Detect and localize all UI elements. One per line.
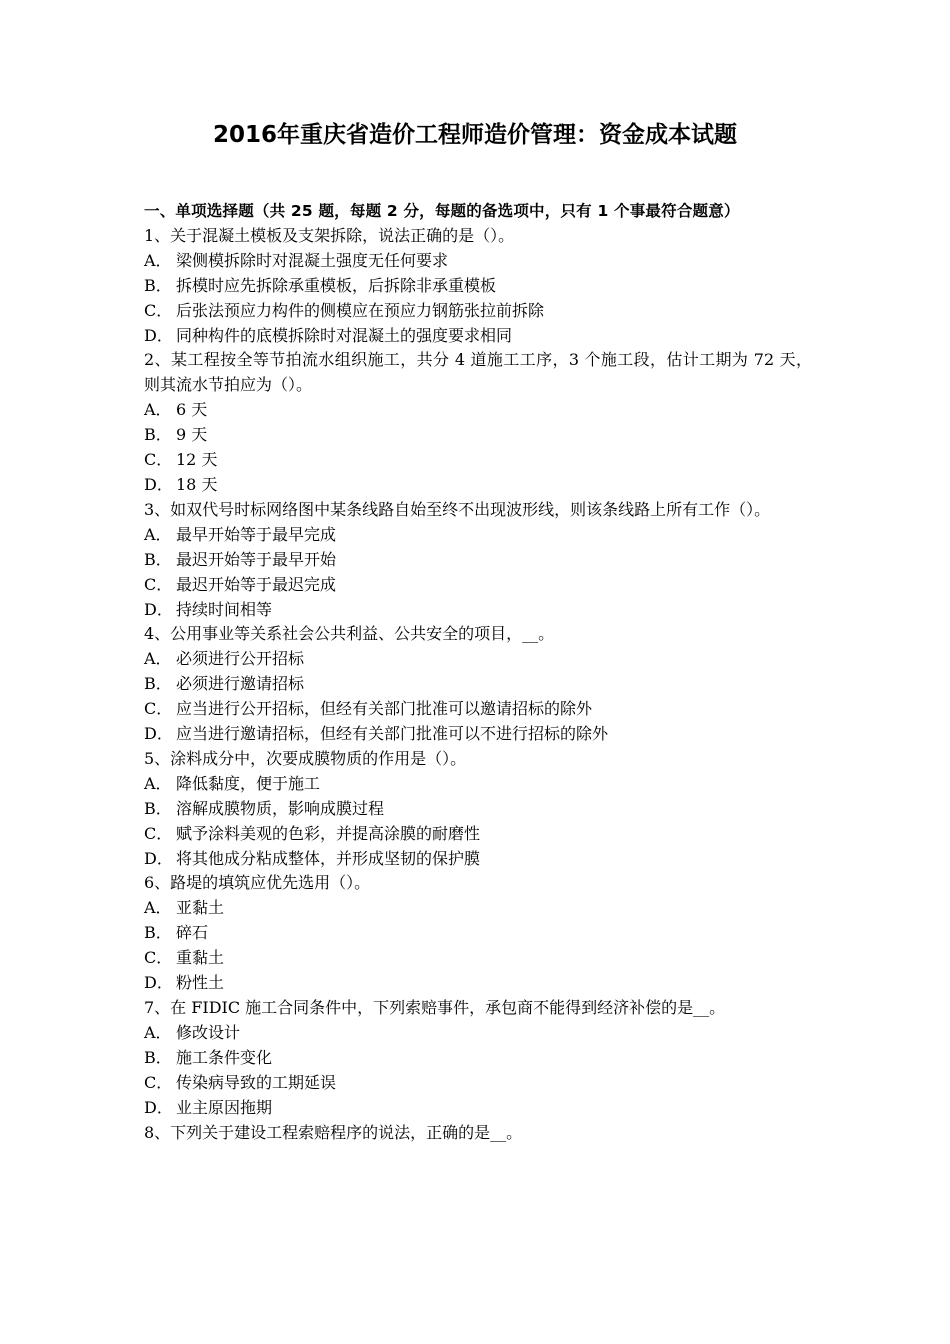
question-text: 1、关于混凝土模板及支架拆除，说法正确的是（）。 <box>144 225 515 245</box>
option-item <box>144 573 812 598</box>
option-item <box>144 946 812 971</box>
option-item <box>144 448 812 473</box>
document-body <box>144 199 812 1145</box>
option-letter: D． <box>144 325 173 345</box>
question-text: 2、某工程按全等节拍流水组织施工，共分 4 道施工工序，3 个施工段，估计工期为 72 天，则其流水节拍应为（）。 <box>144 350 812 395</box>
option-letter: A． <box>144 898 172 918</box>
option-text: 将其他成分粘成整体，并形成坚韧的保护膜 <box>176 848 481 868</box>
option-letter: A． <box>144 773 172 793</box>
option-item <box>144 672 812 697</box>
option-item <box>144 722 812 747</box>
option-text: 粉性土 <box>176 973 225 993</box>
option-item <box>144 896 812 921</box>
option-text: 最迟开始等于最迟完成 <box>176 574 337 594</box>
option-letter: D． <box>144 724 173 744</box>
option-item <box>144 398 812 423</box>
option-letter: D． <box>144 848 173 868</box>
option-letter: C． <box>144 699 173 719</box>
option-text: 拆模时应先拆除承重模板，后拆除非承重模板 <box>176 275 497 295</box>
question-text: 7、在 FIDIC 施工合同条件中，下列索赔事件，承包商不能得到经济补偿的是__。 <box>144 998 726 1017</box>
option-item <box>144 473 812 498</box>
option-item <box>144 548 812 573</box>
option-item <box>144 299 812 324</box>
question-block <box>144 622 812 747</box>
question-block <box>144 747 812 872</box>
option-list <box>144 249 812 349</box>
option-text: 必须进行公开招标 <box>176 649 305 669</box>
option-list <box>144 647 812 747</box>
option-letter: A． <box>144 649 172 669</box>
option-letter: C． <box>144 450 173 470</box>
question-text: 6、路堤的填筑应优先选用（）。 <box>144 873 371 893</box>
option-text: 修改设计 <box>176 1022 241 1042</box>
option-text: 重黏土 <box>176 948 225 968</box>
option-list <box>144 398 812 498</box>
option-letter: C． <box>144 823 173 843</box>
option-letter: D． <box>144 1097 173 1117</box>
option-letter: A． <box>144 400 172 420</box>
option-letter: C． <box>144 300 173 320</box>
document-title: 2016年重庆省造价工程师造价管理：资金成本试题 <box>212 122 737 148</box>
option-item <box>144 697 812 722</box>
option-text: 碎石 <box>176 923 209 943</box>
option-item <box>144 921 812 946</box>
option-text: 同种构件的底模拆除时对混凝土的强度要求相同 <box>176 325 513 345</box>
option-text: 6 天 <box>176 400 208 420</box>
option-text: 赋予涂料美观的色彩，并提高涂膜的耐磨性 <box>176 823 481 843</box>
question-block <box>144 498 812 623</box>
option-letter: C． <box>144 948 173 968</box>
option-item <box>144 423 812 448</box>
option-letter: A． <box>144 1022 172 1042</box>
option-letter: D． <box>144 973 173 993</box>
option-letter: A． <box>144 250 172 270</box>
option-letter: D． <box>144 599 173 619</box>
option-letter: B． <box>144 674 172 694</box>
option-text: 9 天 <box>176 425 208 445</box>
option-item <box>144 847 812 872</box>
option-text: 持续时间相等 <box>176 599 273 619</box>
option-letter: D． <box>144 474 173 494</box>
option-item <box>144 324 812 349</box>
option-item <box>144 274 812 299</box>
option-text: 降低黏度，便于施工 <box>176 773 321 793</box>
question-block <box>144 1121 812 1146</box>
option-text: 业主原因拖期 <box>176 1097 273 1117</box>
option-item <box>144 647 812 672</box>
option-item <box>144 772 812 797</box>
option-letter: B． <box>144 1047 172 1067</box>
option-letter: B． <box>144 549 172 569</box>
option-item <box>144 971 812 996</box>
option-letter: B． <box>144 425 172 445</box>
option-letter: A． <box>144 524 172 544</box>
option-text: 梁侧模拆除时对混凝土强度无任何要求 <box>176 250 449 270</box>
question-text: 4、公用事业等关系社会公共利益、公共安全的项目，__。 <box>144 624 555 644</box>
option-text: 12 天 <box>176 450 218 470</box>
question-text: 5、涂料成分中，次要成膜物质的作用是（）。 <box>144 748 467 768</box>
option-item <box>144 1046 812 1071</box>
option-letter: B． <box>144 923 172 943</box>
option-letter: C． <box>144 1072 173 1092</box>
option-list <box>144 772 812 872</box>
option-item <box>144 1071 812 1096</box>
option-item <box>144 598 812 623</box>
question-block <box>144 224 812 349</box>
option-text: 必须进行邀请招标 <box>176 674 305 694</box>
option-text: 溶解成膜物质，影响成膜过程 <box>176 798 385 818</box>
option-list <box>144 523 812 623</box>
option-text: 18 天 <box>176 474 218 494</box>
option-list <box>144 1021 812 1121</box>
question-text: 8、下列关于建设工程索赔程序的说法，正确的是__。 <box>144 1122 523 1142</box>
question-text: 3、如双代号时标网络图中某条线路自始至终不出现波形线，则该条线路上所有工作（）。 <box>144 499 771 519</box>
option-text: 最迟开始等于最早开始 <box>176 549 337 569</box>
option-letter: B． <box>144 275 172 295</box>
option-item <box>144 249 812 274</box>
option-text: 传染病导致的工期延误 <box>176 1072 337 1092</box>
option-item <box>144 822 812 847</box>
option-text: 施工条件变化 <box>176 1047 273 1067</box>
option-text: 后张法预应力构件的侧模应在预应力钢筋张拉前拆除 <box>176 300 545 320</box>
question-list <box>144 224 812 1146</box>
question-block <box>144 996 812 1121</box>
option-letter: B． <box>144 798 172 818</box>
option-item <box>144 797 812 822</box>
option-text: 应当进行邀请招标，但经有关部门批准可以不进行招标的除外 <box>176 724 609 744</box>
option-item <box>144 1096 812 1121</box>
option-item <box>144 523 812 548</box>
question-block <box>144 871 812 996</box>
option-text: 亚黏土 <box>176 898 225 918</box>
option-list <box>144 896 812 996</box>
option-text: 最早开始等于最早完成 <box>176 524 337 544</box>
option-item <box>144 1021 812 1046</box>
option-letter: C． <box>144 574 173 594</box>
option-text: 应当进行公开招标，但经有关部门批准可以邀请招标的除外 <box>176 699 593 719</box>
question-block <box>144 348 812 497</box>
section-heading: 一、单项选择题（共 25 题，每题 2 分，每题的备选项中，只有 1 个事最符合题意） <box>144 202 740 220</box>
